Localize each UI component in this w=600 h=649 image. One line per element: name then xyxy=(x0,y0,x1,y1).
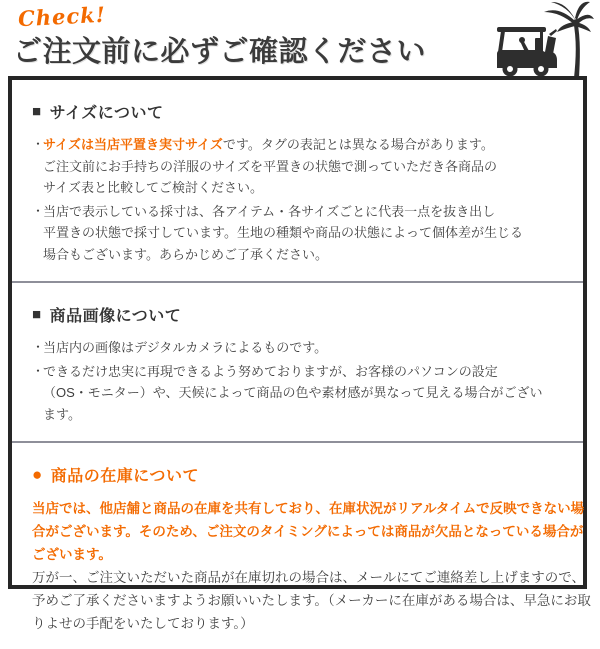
section-heading-label: 商品の在庫について xyxy=(50,468,199,485)
bullet-text xyxy=(43,361,569,426)
bullet-item xyxy=(32,201,569,266)
bullet-item xyxy=(32,361,569,426)
text-line-rest: です。タグの表記とは異なる場合があります。 xyxy=(222,137,494,152)
text-line: 当店で表示している採寸は、各アイテム・各サイズごとに代表一点を抜き出し xyxy=(43,203,496,219)
text-line: りよせの手配をいたしております。） xyxy=(32,616,254,631)
bullet-dot: ・ xyxy=(32,137,45,151)
bullet-text xyxy=(43,134,569,199)
page-title: ご注文前に必ずご確認ください xyxy=(13,36,427,68)
section-images xyxy=(12,283,583,441)
section-images-heading xyxy=(32,303,569,326)
bullet-dot: ・ xyxy=(32,340,45,354)
bullet-dot: ・ xyxy=(32,363,45,378)
text-line: 平置きの状態で採寸しています。生地の種類や商品の状態によって個体差が生じる xyxy=(43,225,523,240)
page-header xyxy=(0,0,600,76)
stock-paragraph-secondary xyxy=(32,566,591,635)
bullet-text xyxy=(43,337,569,359)
highlight-text: サイズは当店平置き実寸サイズ xyxy=(43,137,223,152)
text-line: 場合もございます。あらかじめご了承ください。 xyxy=(43,246,328,262)
text-line: 当店では、他店舗と商品の在庫を共有しており、在庫状況がリアルタイムで反映できない場 xyxy=(32,501,585,516)
text-line: 合がございます。そのため、ご注文のタイミングによっては商品が欠品となっている場合が xyxy=(32,524,584,539)
text-line: 予めご了承くださいますようお願いいたします。（メーカーに在庫がある場合は、早急にお取 xyxy=(32,593,591,608)
section-heading-label: サイズについて xyxy=(49,105,164,122)
text-line: ございます。 xyxy=(32,547,112,562)
section-stock-heading xyxy=(32,463,569,486)
stock-paragraph-primary xyxy=(32,497,585,566)
header-illustration xyxy=(495,0,595,80)
text-line: 万が一、ご注文いただいた商品が在庫切れの場合は、メールにてご連絡差し上げますので、 xyxy=(32,570,585,585)
text-line: できるだけ忠実に再現できるよう努めておりますが、お客様のパソコンの設定 xyxy=(43,363,498,379)
golf-cart-icon xyxy=(497,27,557,77)
notice-box xyxy=(8,76,591,631)
circle-marker-icon: ● xyxy=(32,465,43,484)
bullet-dot: ・ xyxy=(32,203,45,218)
section-sizing-heading xyxy=(32,100,569,123)
check-label: Check! xyxy=(17,1,107,32)
section-stock xyxy=(12,443,591,649)
bullet-item xyxy=(32,337,569,359)
text-line: （OS・モニター）や、天候によって商品の色や素材感が異なって見える場合がござい xyxy=(43,385,543,400)
text-line: サイズ表と比較してご検討ください。 xyxy=(43,180,263,195)
square-marker-icon: ■ xyxy=(32,306,42,323)
text-line: ご注文前にお手持ちの洋服のサイズを平置きの状態で測っていただき各商品の xyxy=(43,158,497,174)
text-line xyxy=(43,134,569,156)
text-line: ます。 xyxy=(43,406,81,422)
section-sizing xyxy=(12,80,583,281)
text-line: 当店内の画像はデジタルカメラによるものです。 xyxy=(43,340,328,355)
square-marker-icon: ■ xyxy=(32,103,42,120)
section-heading-label: 商品画像について xyxy=(49,308,182,325)
bullet-text xyxy=(43,201,569,266)
bullet-item xyxy=(32,134,569,199)
